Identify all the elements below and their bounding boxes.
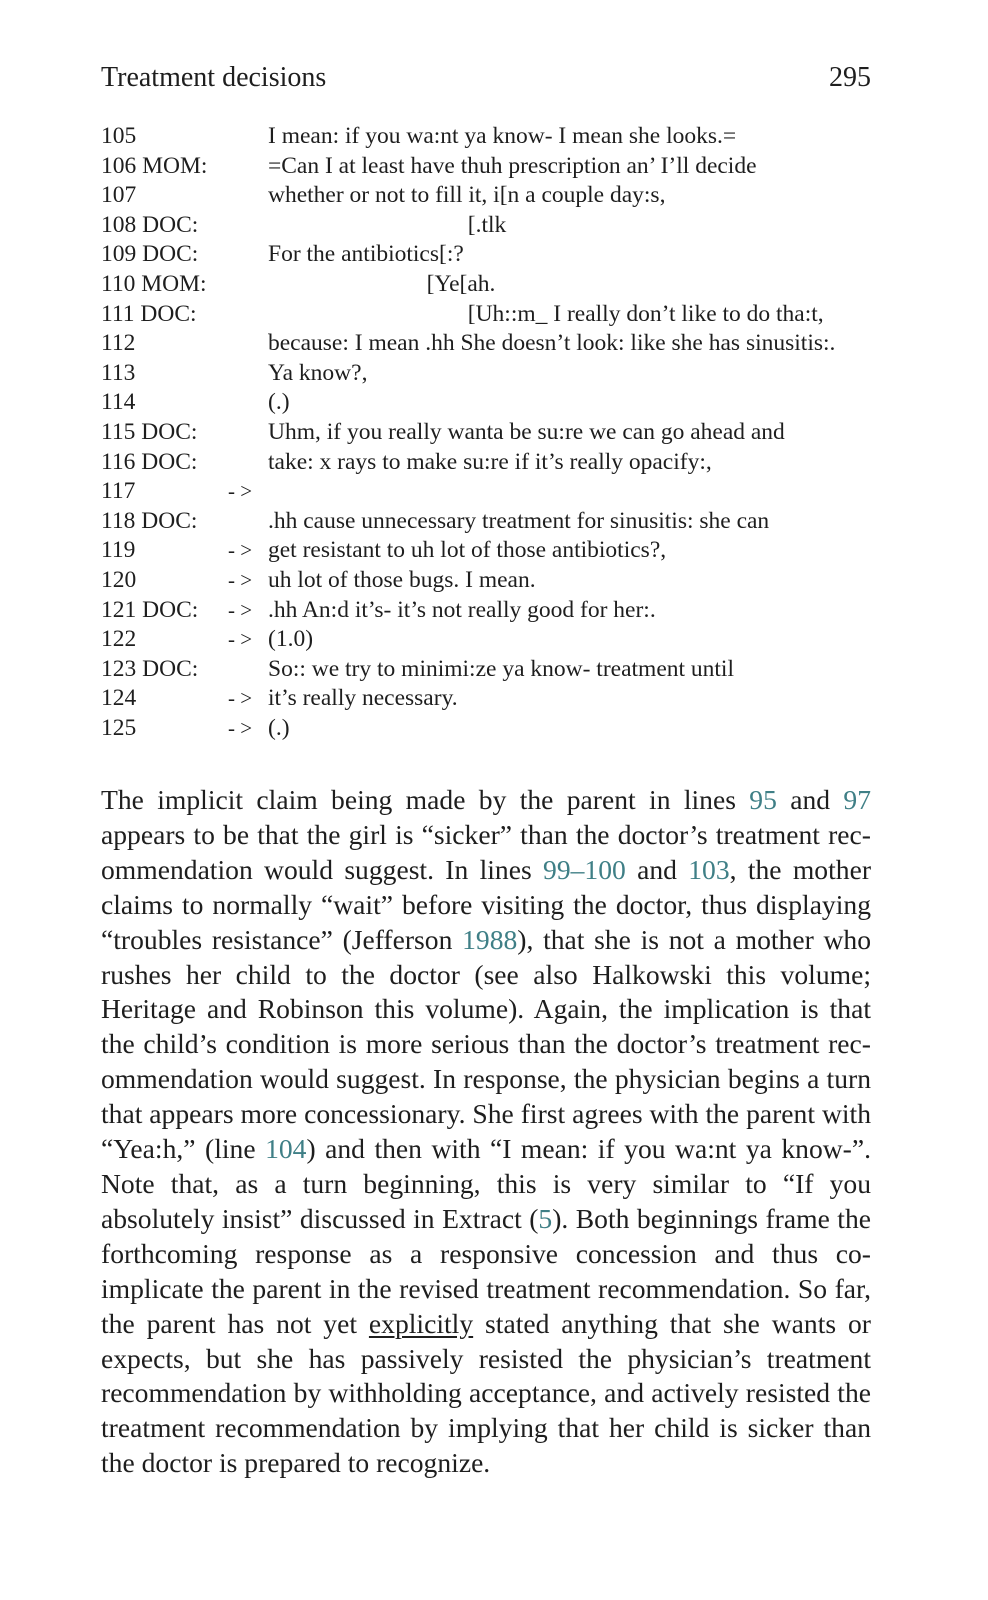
line-label: 109 DOC: — [101, 241, 199, 268]
transcript-line — [101, 714, 881, 744]
text-run: and — [625, 853, 689, 885]
line-reference-link[interactable]: 99–100 — [543, 853, 626, 885]
line-label: 110 MOM: — [101, 270, 207, 297]
line-label: 114 — [101, 389, 136, 416]
utterance: .hh cause unnecessary treatment for sinusitis: she can — [268, 507, 770, 534]
transcript-line — [101, 448, 881, 478]
text-run: ), that she is not a mother who rushes her child to the doctor (see also Halkowski this volume; Heritage and Robinson this volume). Again, the implication is that the child’s condition is more serious than the doctor’s treatment recommendation would suggest. In response, the physician begins a turn that appears more concessionary. She first agrees with the parent with “Yea:h,” (line — [101, 923, 871, 1165]
transcript-line — [101, 625, 881, 655]
transcript-line — [101, 655, 881, 685]
transcript-line — [101, 300, 881, 330]
transcript-line — [101, 152, 881, 182]
utterance: (.) — [268, 714, 290, 741]
utterance: (1.0) — [268, 626, 314, 653]
text-run: and — [776, 784, 844, 815]
transcript-line — [101, 329, 881, 359]
transcript-line — [101, 507, 881, 537]
line-reference-link[interactable]: 97 — [843, 784, 872, 815]
line-label: 112 — [101, 330, 136, 357]
line-label: 119 — [101, 537, 136, 564]
arrow-marker: - > — [228, 715, 253, 740]
line-label: 105 — [101, 123, 137, 149]
transcript-extract — [101, 122, 881, 743]
arrow-marker: - > — [228, 538, 253, 563]
page-header — [101, 62, 871, 102]
line-label: 120 — [101, 566, 137, 593]
page-number: 295 — [829, 62, 871, 93]
arrow-marker: - > — [228, 686, 253, 711]
utterance: [.tlk — [268, 211, 507, 238]
line-label: 123 DOC: — [101, 655, 199, 682]
line-label: 115 DOC: — [101, 418, 198, 445]
utterance: Uhm, if you really wanta be su:re we can go ahead and — [268, 418, 785, 445]
transcript-line — [101, 477, 881, 507]
line-label: 118 DOC: — [101, 507, 198, 534]
utterance: whether or not to fill it, i[n a couple day:s, — [268, 182, 666, 209]
text-run: The implicit claim being made by the parent in lines — [101, 784, 750, 815]
line-label: 111 DOC: — [101, 300, 197, 327]
text-run: appears to be that the girl is “sicker” than the doctor’s treatment recommendation would suggest. In lines — [101, 818, 871, 885]
transcript-line — [101, 388, 881, 418]
line-label: 108 DOC: — [101, 211, 199, 238]
utterance: because: I mean .hh She doesn’t look: like she has sinusitis:. — [268, 330, 836, 357]
transcript-line — [101, 270, 881, 300]
line-label: 124 — [101, 685, 137, 712]
arrow-marker: - > — [228, 627, 253, 652]
line-label: 113 — [101, 359, 136, 386]
arrow-marker: - > — [228, 567, 253, 592]
line-label: 122 — [101, 626, 137, 653]
utterance: [Uh::m_ I really don’t like to do tha:t, — [268, 300, 824, 327]
transcript-line — [101, 566, 881, 596]
line-label: 107 — [101, 182, 137, 209]
arrow-marker: - > — [228, 597, 253, 622]
line-label: 125 — [101, 714, 137, 741]
text-run: ). Both beginnings frame the forthcoming response as a responsive concession and thus co-implicate the parent in the revised treatment recommendation. So far, the parent has not yet — [101, 1202, 871, 1339]
text-run: stated anything that she wants or expects, but she has passively resisted the physician’s treatment recommendation by withholding acceptance, and actively resisted the treatment recommendation by implying that her child is sicker than the doctor is prepared to recognize. — [101, 1307, 871, 1479]
utterance: take: x rays to make su:re if it’s really opacify:, — [268, 448, 712, 475]
utterance: [Ye[ah. — [268, 270, 496, 297]
utterance: it’s really necessary. — [268, 685, 458, 712]
transcript-line — [101, 536, 881, 566]
arrow-marker: - > — [228, 479, 253, 504]
text-run: , the mother claims to normally “wait” before visiting the doctor, thus displaying “troubles resistance” (Jefferson — [101, 853, 872, 955]
utterance: .hh An:d it’s- it’s not really good for her:. — [268, 596, 656, 623]
utterance: So:: we try to minimi:ze ya know- treatment until — [268, 655, 734, 682]
utterance: Ya know?, — [268, 359, 368, 386]
emphasized-word: explicitly — [368, 1307, 474, 1339]
transcript-line — [101, 181, 881, 211]
extract-reference-link[interactable]: 5 — [538, 1202, 553, 1234]
transcript-line — [101, 122, 881, 152]
line-reference-link[interactable]: 104 — [265, 1133, 307, 1165]
line-reference-link[interactable]: 95 — [749, 784, 777, 815]
utterance: For the antibiotics[:? — [268, 241, 464, 268]
transcript-line — [101, 596, 881, 626]
paragraph-text — [101, 783, 871, 1481]
body-paragraph — [101, 783, 871, 1481]
line-label: 116 DOC: — [101, 448, 198, 475]
transcript-line — [101, 684, 881, 714]
utterance: (.) — [268, 389, 290, 416]
line-label: 106 MOM: — [101, 152, 208, 179]
line-label: 117 — [101, 478, 136, 505]
transcript-line — [101, 240, 881, 270]
line-reference-link[interactable]: 103 — [688, 853, 730, 885]
utterance: uh lot of those bugs. I mean. — [268, 566, 536, 593]
transcript-line — [101, 418, 881, 448]
running-head: Treatment decisions — [101, 62, 327, 93]
transcript-line — [101, 211, 881, 241]
utterance: get resistant to uh lot of those antibiotics?, — [268, 537, 667, 564]
transcript-line — [101, 359, 881, 389]
citation-link[interactable]: 1988 — [462, 923, 518, 955]
line-label: 121 DOC: — [101, 596, 199, 623]
utterance: I mean: if you wa:nt ya know- I mean she looks.= — [268, 123, 737, 149]
text-run: ) and then with “I mean: if you wa:nt ya know-”. Note that, as a turn beginning, this is very similar to “If you absolutely insist” discussed in Extract ( — [101, 1133, 871, 1234]
utterance: =Can I at least have thuh prescription an’ I’ll decide — [268, 152, 757, 179]
